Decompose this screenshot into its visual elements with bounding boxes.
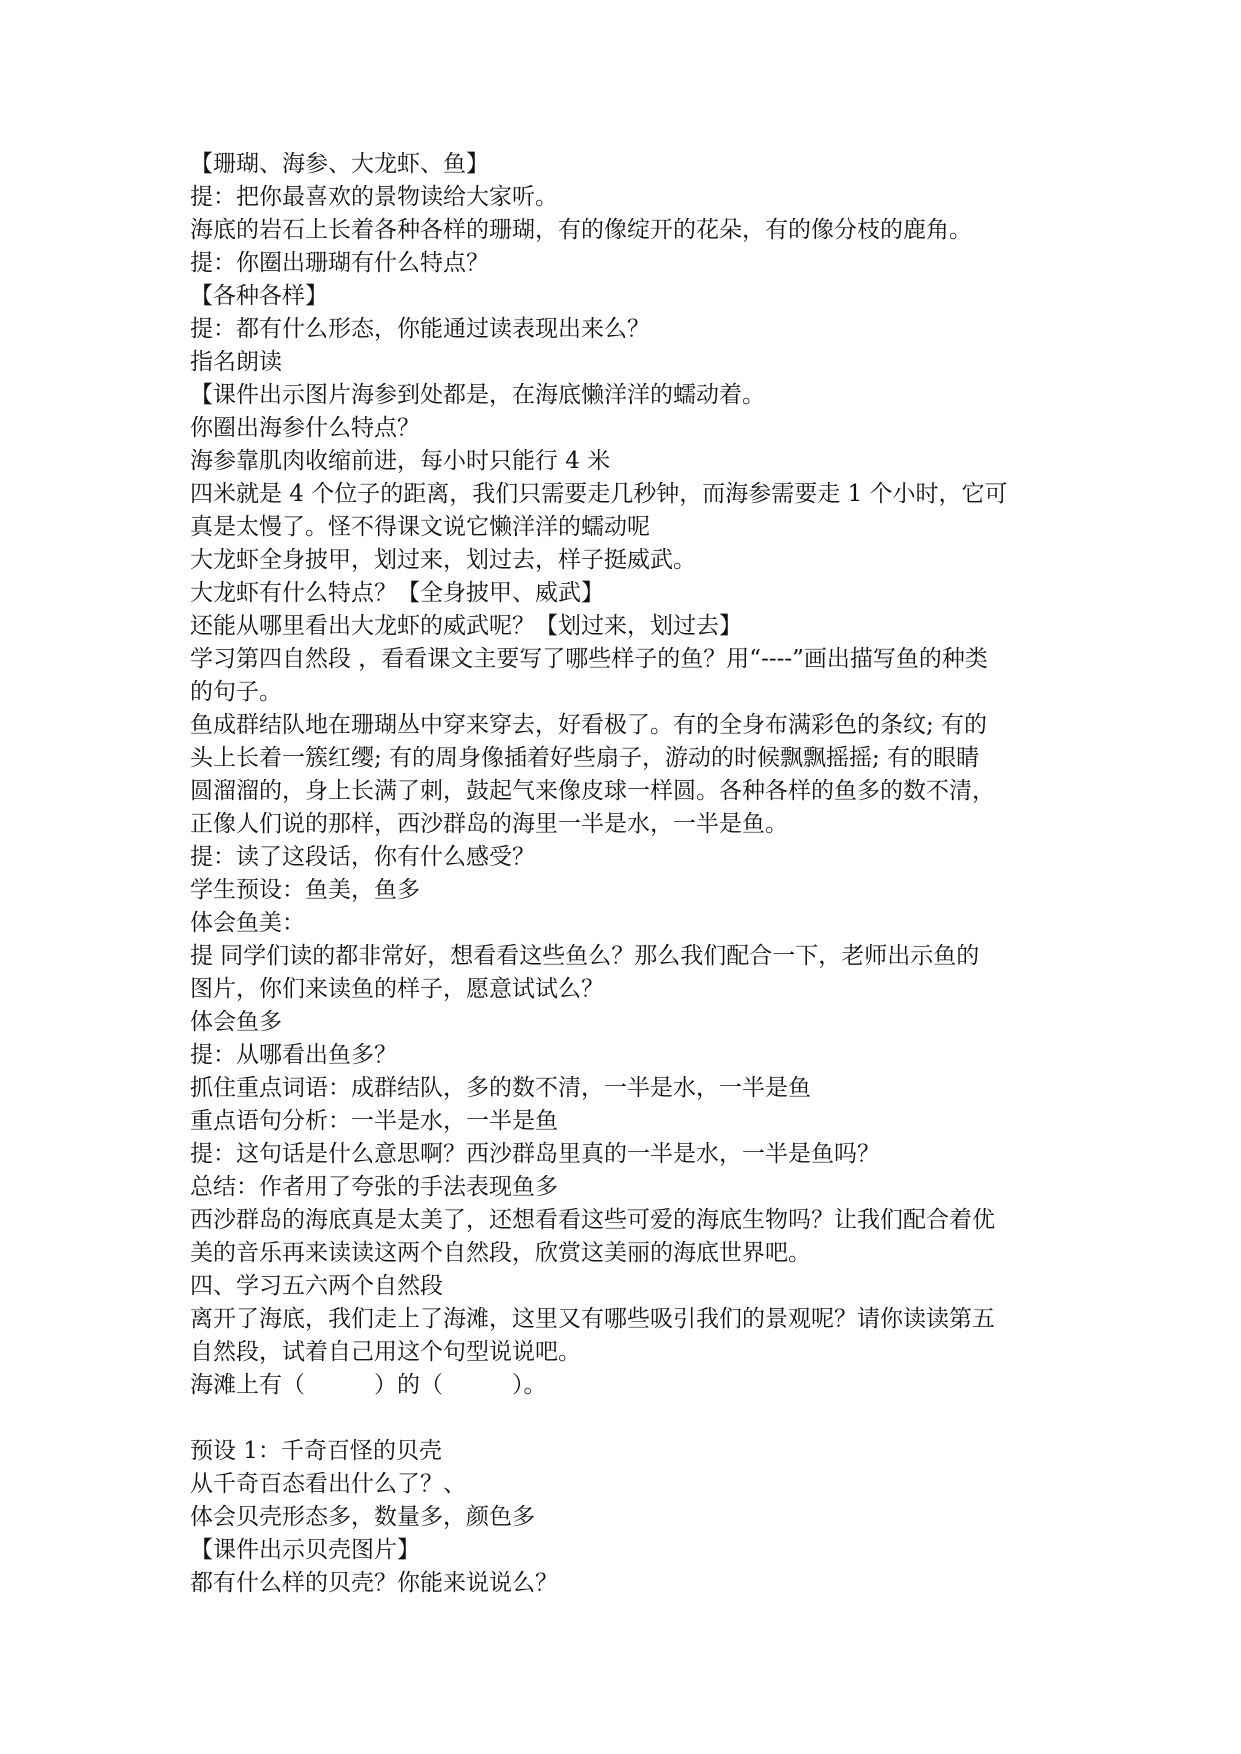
text-line: 你圈出海参什么特点？ (190, 415, 420, 441)
text-line: 提：都有什么形态，你能通过读表现出来么？ (190, 316, 650, 342)
text-line: 自然段，试着自己用这个句型说说吧。 (190, 1339, 581, 1365)
text-line: 美的音乐再来读读这两个自然段，欣赏这美丽的海底世界吧。 (190, 1240, 811, 1266)
text-line: 海参靠肌肉收缩前进，每小时只能行 4 米 (190, 448, 611, 474)
text-line: 真是太慢了。怪不得课文说它懒洋洋的蠕动呢 (190, 514, 650, 540)
text-line: 还能从哪里看出大龙虾的威武呢？【划过来，划过去】 (190, 613, 742, 639)
text-line: 学生预设：鱼美，鱼多 (190, 877, 420, 903)
text-line: 学习第四自然段 ，看看课文主要写了哪些样子的鱼？用“----”画出描写鱼的种类 (190, 646, 988, 672)
text-line: 提 同学们读的都非常好，想看看这些鱼么？那么我们配合一下，老师出示鱼的 (190, 943, 980, 969)
text-line: 鱼成群结队地在珊瑚丛中穿来穿去，好看极了。有的全身布满彩色的条纹; 有的 (190, 712, 988, 738)
text-line: 提：读了这段话，你有什么感受？ (190, 844, 535, 870)
text-line: 大龙虾有什么特点？【全身披甲、威武】 (190, 580, 604, 606)
text-line: 提：你圈出珊瑚有什么特点？ (190, 250, 489, 276)
text-line: 图片，你们来读鱼的样子，愿意试试么？ (190, 976, 604, 1002)
text-line: 正像人们说的那样，西沙群岛的海里一半是水，一半是鱼。 (190, 811, 788, 837)
text-line: 【各种各样】 (190, 283, 328, 309)
text-line: 抓住重点词语：成群结队，多的数不清，一半是水，一半是鱼 (190, 1075, 811, 1101)
text-line: 大龙虾全身披甲，划过来，划过去，样子挺威武。 (190, 547, 696, 573)
text-line: 重点语句分析：一半是水，一半是鱼 (190, 1108, 558, 1134)
text-line: 提：把你最喜欢的景物读给大家听。 (190, 184, 558, 210)
text-line: 圆溜溜的，身上长满了刺，鼓起气来像皮球一样圆。各种各样的鱼多的数不清， (190, 778, 995, 804)
text-line: 体会鱼多 (190, 1009, 282, 1035)
text-line: 头上长着一簇红缨; 有的周身像插着好些扇子，游动的时候飘飘摇摇; 有的眼睛 (190, 745, 980, 771)
text-line: 从千奇百态看出什么了？、 (190, 1471, 466, 1497)
text-line: 四米就是 4 个位子的距离，我们只需要走几秒钟，而海参需要走 1 个小时，它可 (190, 481, 1008, 507)
text-line: 总结：作者用了夸张的手法表现鱼多 (190, 1174, 558, 1200)
text-line: 预设 1：千奇百怪的贝壳 (190, 1438, 442, 1464)
text-line: 提：从哪看出鱼多？ (190, 1042, 397, 1068)
text-line: 离开了海底，我们走上了海滩，这里又有哪些吸引我们的景观呢？请你读读第五 (190, 1306, 995, 1332)
text-line: 的句子。 (190, 679, 282, 705)
text-line: 都有什么样的贝壳？你能来说说么？ (190, 1570, 558, 1596)
text-line: 西沙群岛的海底真是太美了，还想看看这些可爱的海底生物吗？让我们配合着优 (190, 1207, 995, 1233)
document-body (190, 148, 1070, 1600)
text-line: 体会鱼美： (190, 910, 305, 936)
text-line: 【珊瑚、海参、大龙虾、鱼】 (190, 151, 489, 177)
blank-line (190, 1402, 1070, 1435)
text-line: 海底的岩石上长着各种各样的珊瑚，有的像绽开的花朵，有的像分枝的鹿角。 (190, 217, 972, 243)
text-line: 【课件出示贝壳图片】 (190, 1537, 420, 1563)
section-heading: 四、学习五六两个自然段 (190, 1273, 443, 1299)
text-line: 体会贝壳形态多，数量多，颜色多 (190, 1504, 535, 1530)
text-line: 提：这句话是什么意思啊？西沙群岛里真的一半是水，一半是鱼吗？ (190, 1141, 880, 1167)
text-line: 指名朗读 (190, 349, 282, 375)
text-line: 【课件出示图片海参到处都是，在海底懒洋洋的蠕动着。 (190, 382, 765, 408)
text-line: 海滩上有（ ）的（ ）。 (190, 1372, 547, 1398)
